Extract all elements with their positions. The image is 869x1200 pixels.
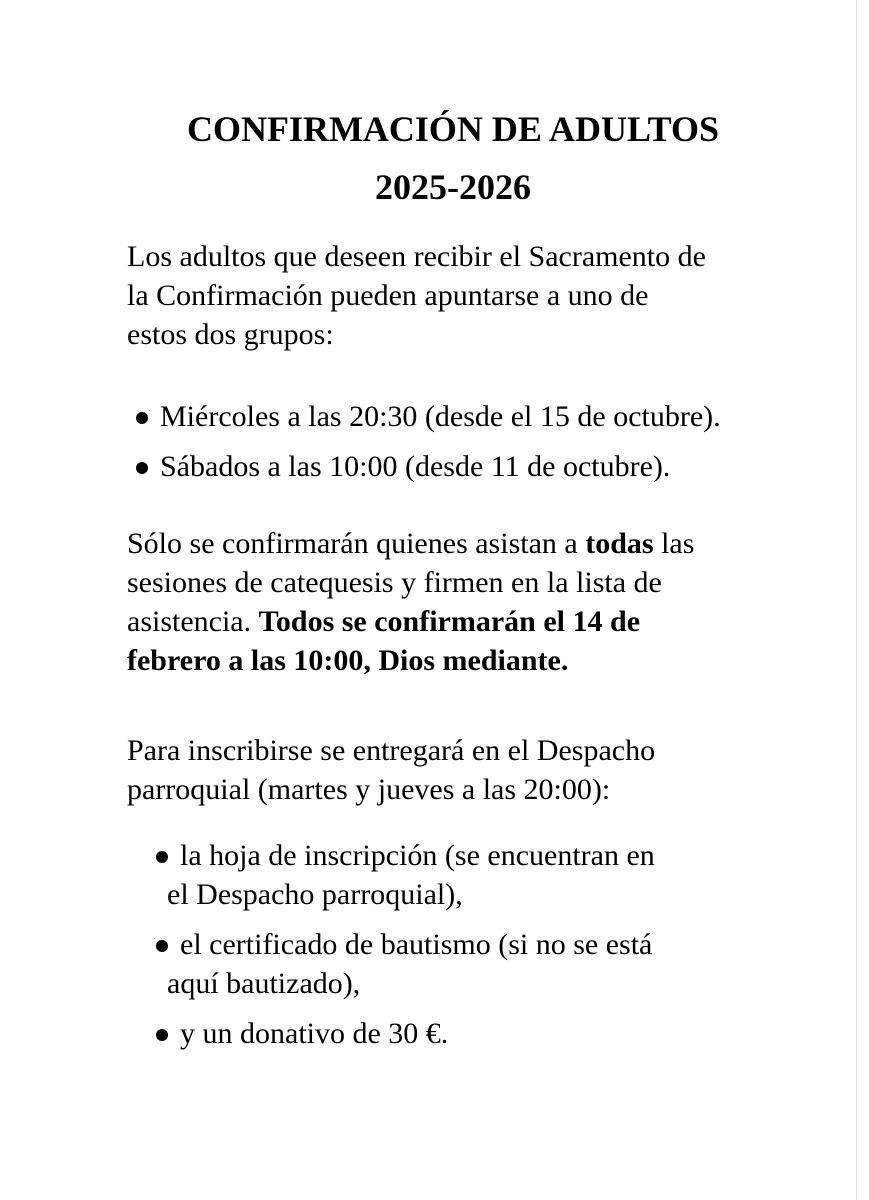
attendance-line bbox=[127, 641, 694, 680]
group-text: Miércoles a las 20:30 (desde el 15 de octubre). bbox=[160, 400, 721, 433]
groups-list bbox=[160, 397, 721, 497]
requirement-line-1: y un donativo de 30 €. bbox=[180, 1017, 449, 1050]
text-run: las bbox=[653, 527, 695, 560]
bullet-icon bbox=[156, 1029, 168, 1041]
bullet-icon bbox=[156, 940, 168, 952]
requirements-list bbox=[167, 836, 655, 1064]
bold-text: todas bbox=[585, 527, 654, 560]
intro-line: la Confirmación pueden apuntarse a uno de bbox=[127, 279, 649, 312]
bullet-icon bbox=[156, 851, 168, 863]
title-line-2: 2025-2026 bbox=[375, 167, 531, 207]
text-run: Sólo se confirmarán quienes asistan a bbox=[127, 527, 586, 560]
requirement-line-1: la hoja de inscripción (se encuentran en bbox=[180, 839, 655, 872]
requirement-line-2: el Despacho parroquial), bbox=[167, 878, 463, 911]
attendance-line bbox=[127, 602, 694, 641]
bold-text: Todos se confirmarán el 14 de bbox=[258, 605, 641, 638]
bullet-icon bbox=[136, 462, 148, 474]
bold-text: febrero a las 10:00, Dios mediante. bbox=[127, 644, 569, 677]
attendance-line bbox=[127, 524, 694, 563]
bullet-icon bbox=[136, 412, 148, 424]
registration-line: parroquial (martes y jueves a las 20:00): bbox=[127, 773, 611, 806]
list-item bbox=[167, 925, 655, 1003]
list-item bbox=[160, 447, 721, 486]
attendance-paragraph bbox=[127, 524, 694, 680]
requirement-line-1: el certificado de bautismo (si no se está bbox=[180, 928, 653, 961]
intro-paragraph bbox=[127, 237, 706, 354]
list-item bbox=[180, 1014, 655, 1053]
registration-paragraph bbox=[127, 731, 655, 809]
intro-line: estos dos grupos: bbox=[127, 318, 334, 351]
requirement-line-2: aquí bautizado), bbox=[167, 967, 361, 1000]
text-run: asistencia. bbox=[127, 605, 259, 638]
list-item bbox=[167, 836, 655, 914]
attendance-line: sesiones de catequesis y firmen en la lista de bbox=[127, 566, 662, 599]
group-text: Sábados a las 10:00 (desde 11 de octubre). bbox=[160, 450, 671, 483]
intro-line: Los adultos que deseen recibir el Sacramento de bbox=[127, 240, 706, 273]
list-item bbox=[160, 397, 721, 436]
registration-line: Para inscribirse se entregará en el Despacho bbox=[127, 734, 656, 767]
title-line-1: CONFIRMACIÓN DE ADULTOS bbox=[186, 109, 720, 149]
